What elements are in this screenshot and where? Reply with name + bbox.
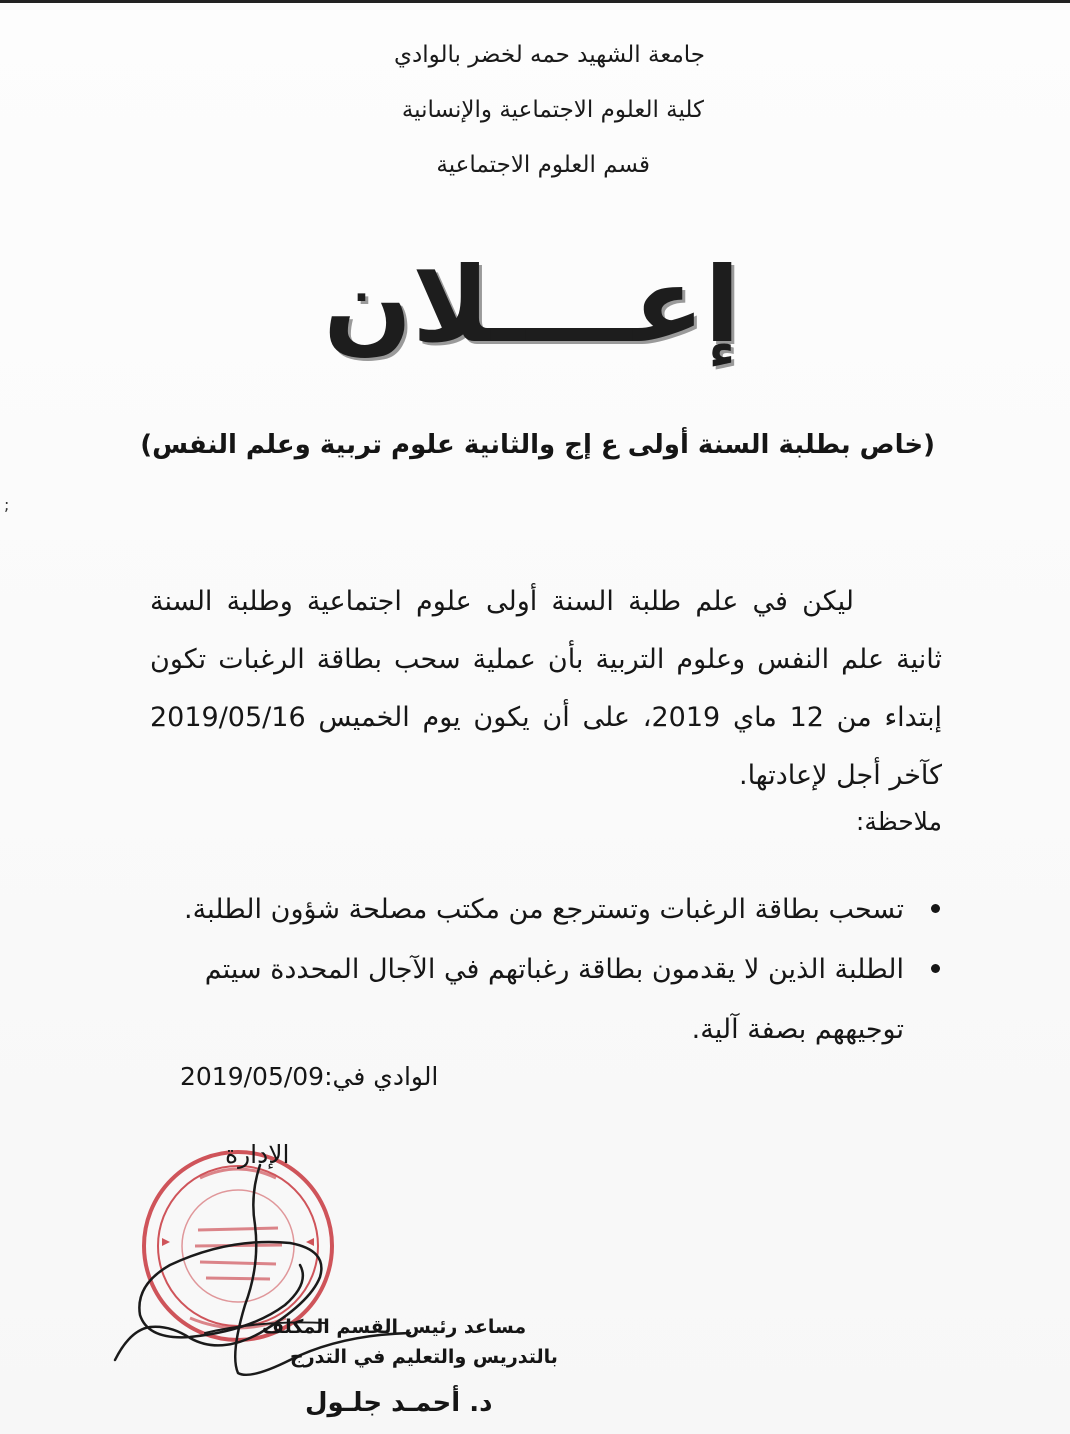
bullet-icon <box>931 904 940 913</box>
list-item <box>140 880 940 940</box>
note-item-text: الطلبة الذين لا يقدمون بطاقة رغباتهم في الآجال المحددة سيتم توجيههم بصفة آلية. <box>204 954 904 1045</box>
note-label: ملاحظة: <box>855 807 942 836</box>
announcement-body: ليكن في علم طلبة السنة أولى علوم اجتماعية وطلبة السنة ثانية علم النفس وعلوم التربية بأن عملية سحب بطاقة الرغبات تكون إبتداء من 12 ماي 2019، على أن يكون يوم الخميس 2019/05/16 كآخر أجل لإعادتها. <box>150 586 942 791</box>
announcement-subtitle: (خاص بطلبة السنة أولى ع إج والثانية علوم تربية وعلم النفس) <box>140 430 935 460</box>
note-list <box>140 880 940 1060</box>
signatory-role-line1: مساعد رئيس القسم المكلف <box>262 1316 527 1338</box>
side-mark: ; <box>4 495 10 514</box>
faculty-name: كلية العلوم الاجتماعية والإنسانية <box>401 97 704 123</box>
list-item <box>140 940 940 1060</box>
university-name: جامعة الشهيد حمه لخضر بالوادي <box>393 42 705 68</box>
announcement-title: إعــــلان <box>323 244 740 366</box>
signatory-name: د. أحمـد جلـول <box>305 1388 493 1418</box>
signatory-role-line2: بالتدريس والتعليم في التدرج <box>290 1346 558 1368</box>
top-edge <box>0 0 1070 3</box>
note-item-text: تسحب بطاقة الرغبات وتسترجع من مكتب مصلحة شؤون الطلبة. <box>184 894 904 925</box>
admin-label: الإدارة <box>225 1140 290 1169</box>
bullet-icon <box>931 964 940 973</box>
place-date: الوادي في:2019/05/09 <box>180 1062 439 1091</box>
department-name: قسم العلوم الاجتماعية <box>436 152 650 178</box>
